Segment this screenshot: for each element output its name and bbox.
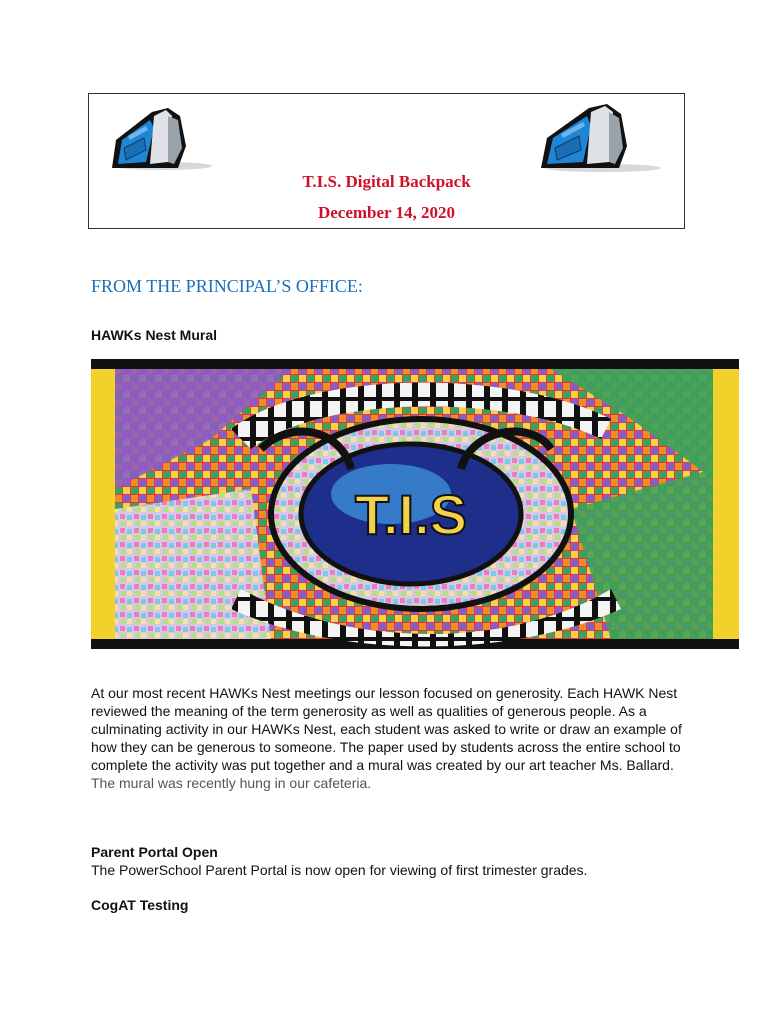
mural-paragraph-tail: The mural was recently hung in our cafeteria.: [91, 775, 372, 791]
backpack-icon: [537, 102, 667, 174]
newsletter-date: December 14, 2020: [317, 203, 456, 222]
principal-section-heading: FROM THE PRINCIPAL’S OFFICE:: [91, 276, 363, 296]
mural-subheading: HAWKs Nest Mural: [91, 327, 218, 343]
newsletter-header: [88, 93, 685, 229]
parent-portal-text: The PowerSchool Parent Portal is now open for viewing of first trimester grades.: [91, 862, 588, 878]
backpack-icon: [106, 106, 218, 172]
mural-paragraph: [91, 684, 691, 792]
cogat-heading: CogAT Testing: [91, 897, 189, 913]
mural-paragraph-main: At our most recent HAWKs Nest meetings our lesson focused on generosity. Each HAWK Nest reviewed the meaning of the term generosity as well as qualities of generous people. As a culminating activity in our HAWKs Nest, each student was asked to write or draw an example of how they can be generous to someone. The paper used by students across the entire school to complete the activity was put together and a mural was created by our art teacher Ms. Ballard.: [91, 685, 682, 773]
parent-portal-heading: Parent Portal Open: [91, 844, 218, 860]
mural-image: [91, 359, 739, 649]
newsletter-title: T.I.S. Digital Backpack: [302, 172, 471, 191]
mural-lettering: T.I.S: [354, 483, 468, 546]
mural-photo: [91, 359, 739, 649]
